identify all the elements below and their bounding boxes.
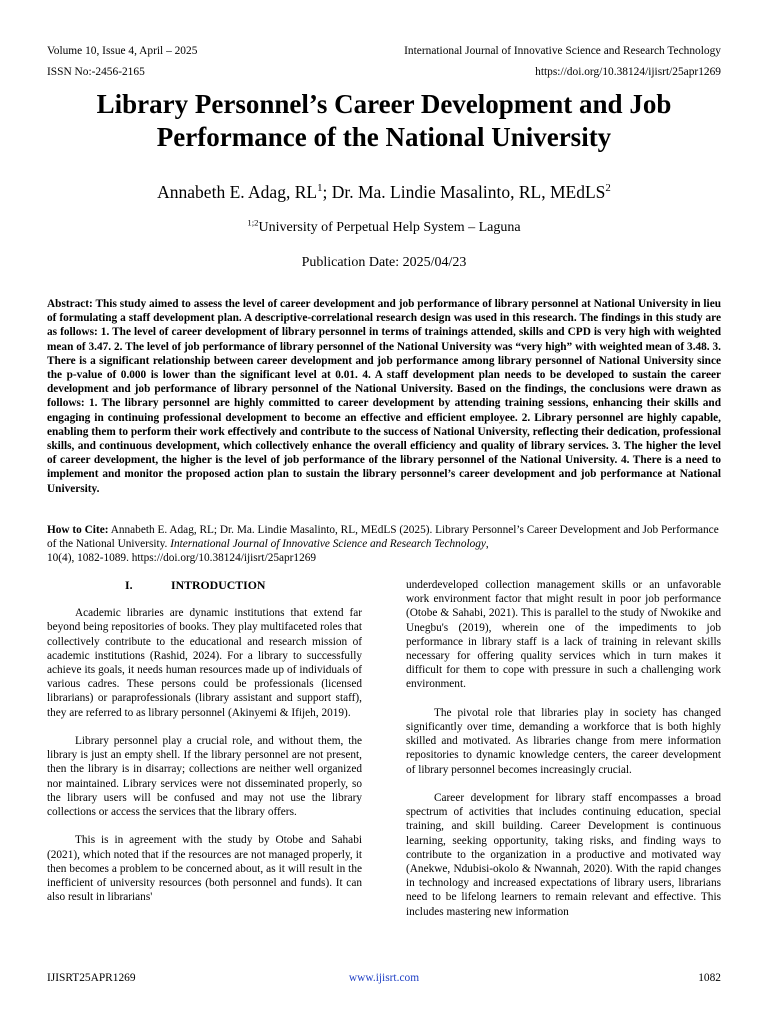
- footer-website-link[interactable]: www.ijisrt.com: [348, 972, 420, 984]
- intro-paragraph-3: This is in agreement with the study by Otobe and Sahabi (2021), which noted that if the resources are not managed properly, it then becomes a problem to be concerned about, as it will result in the inefficient of university resources (both personnel and funds). It can also result in librarians': [47, 834, 362, 904]
- paper-title: Library Personnel’s Career Development and Job Performance of the National University: [96, 89, 672, 152]
- author-1: Annabeth E. Adag, RL: [157, 182, 318, 202]
- how-to-cite-journal: International Journal of Innovative Science and Research Technology: [170, 538, 486, 551]
- publication-date: Publication Date: 2025/04/23: [301, 255, 467, 270]
- author-separator: ;: [322, 182, 332, 202]
- affiliation-line: [40, 217, 728, 236]
- author-2: Dr. Ma. Lindie Masalinto, RL, MEdLS: [331, 182, 606, 202]
- intro-paragraph-1: Academic libraries are dynamic institutions that extend far beyond being repositories of books. They play multifaceted roles that collectively contribute to the educational and research mission of academic institutions (Rashid, 2024). For a library to successfully achieve its goals, it needs human resources made up of individuals of various cadres. These persons could be professionals (licensed librarians) or paraprofessionals (library assistant and support staff), they are referred to as library personnel (Akinyemi & Ifijeh, 2019).: [47, 607, 362, 719]
- footer-article-id: IJISRT25APR1269: [47, 972, 136, 984]
- header-issn: ISSN No:-2456-2165: [47, 66, 145, 78]
- how-to-cite-text: Annabeth E. Adag, RL; Dr. Ma. Lindie Masalinto, RL, MEdLS (2025). Library Personnel’s Career Development and Job Performance of the National University.: [47, 524, 719, 551]
- intro-paragraph-3-continued: underdeveloped collection management skills or an unfavorable work environment factor that might result in poor job performance (Otobe & Sahabi, 2021). This is parallel to the study of Nwokike and Unegbu's (2019), wherein one of the impediments to job performance in library staff is a lack of training in relevant skills necessary for offering quality services which in turn makes it difficult for them to cope with pressure in such a challenging work environment.: [406, 579, 721, 691]
- section-heading: [47, 578, 362, 592]
- affiliation-text: University of Perpetual Help System – Laguna: [258, 220, 521, 235]
- how-to-cite: [47, 523, 721, 566]
- intro-paragraph-5: Career development for library staff encompasses a broad spectrum of activities that includes continuing education, special training, and skill building. Career Development is continuous learning, seeking opportunity, taking risks, and finding ways to contribute to the organization in a productive and motivated way (Anekwe, Ndubisi-okolo & Nwannah, 2020). With the rapid changes in technology and increased expectations of library users, librarians need to be lifelong learners to remain relevant and effective. This includes mastering new information: [406, 792, 721, 918]
- header-journal: International Journal of Innovative Science and Research Technology: [404, 45, 721, 57]
- header-doi-link[interactable]: https://doi.org/10.38124/ijisrt/25apr1269: [535, 66, 721, 78]
- section-title: INTRODUCTION: [171, 578, 266, 592]
- right-column: [406, 578, 721, 919]
- footer-page-number: 1082: [698, 972, 721, 984]
- header-volume: Volume 10, Issue 4, April – 2025: [47, 45, 198, 57]
- authors-line: [40, 182, 728, 203]
- left-column: [47, 578, 362, 904]
- how-to-cite-rest: 10(4), 1082-1089. https://doi.org/10.38124/ijisrt/25apr1269: [47, 552, 317, 565]
- abstract: Abstract: This study aimed to assess the level of career development and job performance of library personnel at National University in lieu of formulating a staff development plan. A descriptive-correlational research design was used in this research. The findings in this study are as follows: 1. The level of career development of library personnel in terms of trainings attended, skills and CPD is very high with weighted mean of 3.47. 2. The level of job performance of library personnel of the National University was “very high” with weighted mean of 3.48. 3. There is a significant relationship between career development and job performance among library personnel of National University since the p-value of 0.000 is lower than the significant level at 0.01. 4. A staff development plan needs to be developed to sustain the career development and job performance of library personnel of the National University. Based on the findings, the conclusions were drawn as follows: 1. The library personnel are highly committed to career development by attending training sessions, enhancing their skills and engaging in continuing professional development to become an effective and efficient employee. 2. Library personnel are highly capable, enabling them to perform their work effectively and contribute to the success of National University, reflecting their dedication, professional skills, and continuous development, which collectively enhance the overall efficiency and quality of library services. 3. The higher the level of career development, the higher is the level of job performance of the library personnel of the National University. 4. There is a need to implement and monitor the proposed action plan to sustain the library personnel’s career development and job performance at National University.: [47, 298, 721, 495]
- author-1-affiliation-mark: 1: [317, 182, 323, 195]
- intro-paragraph-2: Library personnel play a crucial role, and without them, the library is just an empty shell. If the library personnel are not present, then the library is in disarray; collections are neither well organized nor maintained. Library services were not disseminated properly, so the library users will be confused and may not use the library collections or access the services that the library offers.: [47, 735, 362, 819]
- intro-paragraph-4: The pivotal role that libraries play in society has changed significantly over time, demanding a workforce that is both highly skilled and motivated. As libraries change from mere information repositories to dynamic knowledge centers, the career development of library personnel becomes increasingly crucial.: [406, 706, 721, 776]
- how-to-cite-label: How to Cite:: [47, 524, 109, 536]
- how-to-cite-comma: ,: [485, 538, 489, 551]
- affiliation-mark: 1;2: [247, 217, 259, 228]
- section-number: I.: [125, 578, 133, 592]
- author-2-affiliation-mark: 2: [605, 182, 611, 195]
